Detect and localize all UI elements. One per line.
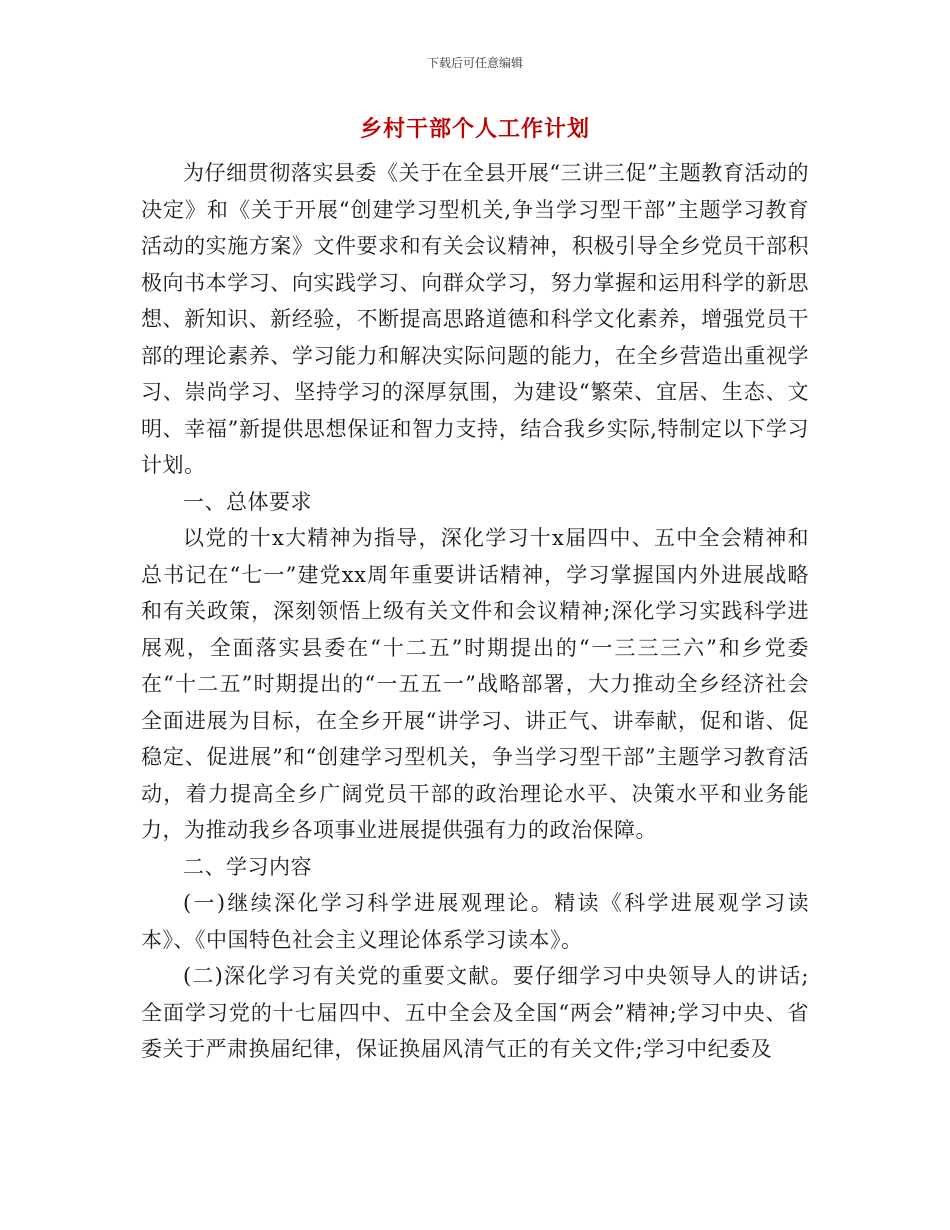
study-content-item-2: (二)深化学习有关党的重要文献。要仔细学习中央领导人的讲话;全面学习党的十七届四中、五中全会及全国“两会”精神;学习中央、省委关于严肃换届纪律，保证换届风清气正的有关文件;学习中纪委及 <box>141 964 809 1061</box>
header-note: 下载后可任意编辑 <box>426 56 523 70</box>
document-title: 乡村干部个人工作计划 <box>359 116 590 142</box>
document-body <box>141 155 809 1068</box>
intro-paragraph: 为仔细贯彻落实县委《关于在全县开展“三讲三促”主题教育活动的决定》和《关于开展“创建学习型机关,争当学习型干部”主题学习教育活动的实施方案》文件要求和有关会议精神，积极引导全乡党员干部积极向书本学习、向实践学习、向群众学习，努力掌握和运用科学的新思想、新知识、新经验，不断提高思路道德和科学文化素养，增强党员干部的理论素养、学习能力和解决实际问题的能力，在全乡营造出重视学习、崇尚学习、坚持学习的深厚氛围，为建设“繁荣、宜居、生态、文明、幸福”新提供思想保证和智力支持，结合我乡实际,特制定以下学习计划。 <box>141 161 809 477</box>
section-heading-general-requirements: 一、总体要求 <box>183 489 312 514</box>
study-content-item-1: (一)继续深化学习科学进展观理论。精读《科学进展观学习读本》、《中国特色社会主义理论体系学习读本》。 <box>141 891 809 952</box>
section-heading-study-content: 二、学习内容 <box>183 854 312 879</box>
general-requirements-paragraph: 以党的十x大精神为指导，深化学习十x届四中、五中全会精神和总书记在“七一”建党xx周年重要讲话精神，学习掌握国内外进展战略和有关政策，深刻领悟上级有关文件和会议精神;深化学习实践科学进展观，全面落实县委在“十二五”时期提出的“一三三三六”和乡党委在“十二五”时期提出的“一五五一”战略部署，大力推动全乡经济社会全面进展为目标，在全乡开展“讲学习、讲正气、讲奉献，促和谐、促稳定、促进展”和“创建学习型机关，争当学习型干部”主题学习教育活动，着力提高全乡广阔党员干部的政治理论水平、决策水平和业务能力，为推动我乡各项事业进展提供强有力的政治保障。 <box>141 526 809 842</box>
